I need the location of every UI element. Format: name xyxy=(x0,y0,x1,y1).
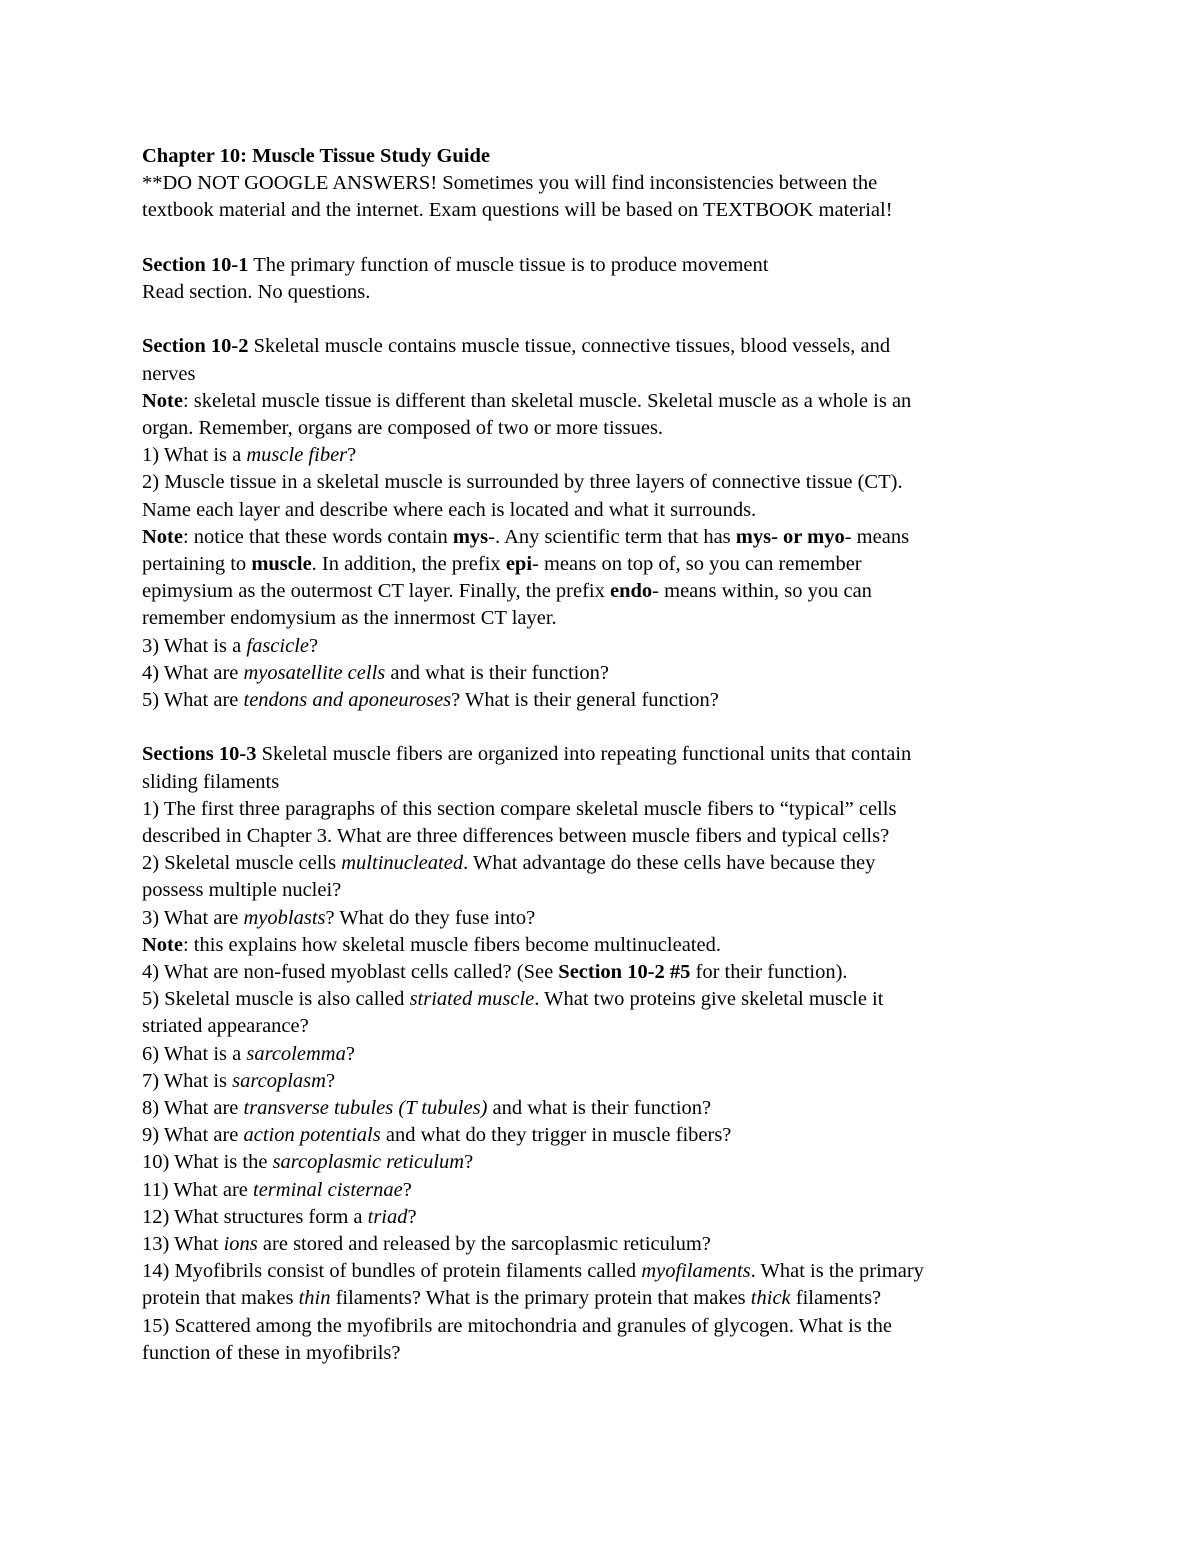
question-item: 9) What are action potentials and what do they trigger in muscle fibers? xyxy=(142,1124,732,1147)
question-item-cont: described in Chapter 3. What are three differences between muscle fibers and typical cells? xyxy=(142,825,890,848)
note-cont: remember endomysium as the innermost CT layer. xyxy=(142,607,557,630)
question-item: 12) What structures form a triad? xyxy=(142,1205,417,1228)
question-item: 1) What is a muscle fiber? xyxy=(142,444,357,467)
question-item: 5) What are tendons and aponeuroses? What is their general function? xyxy=(142,689,719,712)
section-10-3-heading-cont: sliding filaments xyxy=(142,770,280,793)
question-item: 3) What are myoblasts? What do they fuse into? xyxy=(142,906,536,929)
question-item: 4) What are myosatellite cells and what is their function? xyxy=(142,661,609,684)
question-item: 5) Skeletal muscle is also called striated muscle. What two proteins give skeletal muscle it xyxy=(142,988,884,1011)
question-item: 15) Scattered among the myofibrils are mitochondria and granules of glycogen. What is the xyxy=(142,1314,892,1337)
section-10-3-heading: Sections 10-3 Skeletal muscle fibers are organized into repeating functional units that contain xyxy=(142,743,912,766)
warning-line: **DO NOT GOOGLE ANSWERS! Sometimes you will find inconsistencies between the xyxy=(142,172,878,195)
question-item: 2) Muscle tissue in a skeletal muscle is surrounded by three layers of connective tissue (CT). xyxy=(142,471,903,494)
note-cont: organ. Remember, organs are composed of two or more tissues. xyxy=(142,417,664,439)
question-item: 3) What is a fascicle? xyxy=(142,634,319,657)
question-item: 13) What ions are stored and released by the sarcoplasmic reticulum? xyxy=(142,1233,711,1256)
question-item: 11) What are terminal cisternae? xyxy=(142,1178,412,1201)
question-item-cont: function of these in myofibrils? xyxy=(142,1341,401,1364)
question-item: 6) What is a sarcolemma? xyxy=(142,1042,355,1065)
question-item: 1) The first three paragraphs of this section compare skeletal muscle fibers to “typical” cells xyxy=(142,797,897,820)
question-item: 4) What are non-fused myoblast cells called? (See Section 10-2 #5 for their function). xyxy=(142,961,848,984)
note-cont: epimysium as the outermost CT layer. Finally, the prefix endo- means within, so you can xyxy=(142,580,872,603)
question-item: 10) What is the sarcoplasmic reticulum? xyxy=(142,1151,474,1174)
question-item: 7) What is sarcoplasm? xyxy=(142,1069,336,1092)
document-body xyxy=(142,143,1062,1367)
warning-line: textbook material and the internet. Exam questions will be based on TEXTBOOK material! xyxy=(142,199,893,222)
question-item: 14) Myofibrils consist of bundles of protein filaments called myofilaments. What is the primary xyxy=(142,1260,924,1283)
page-title: Chapter 10: Muscle Tissue Study Guide xyxy=(142,145,490,167)
question-item-cont: possess multiple nuclei? xyxy=(142,879,342,902)
question-item-cont: Name each layer and describe where each is located and what it surrounds. xyxy=(142,498,757,521)
question-item-cont: protein that makes thin filaments? What is the primary protein that makes thick filaments? xyxy=(142,1287,882,1310)
section-10-2-heading-cont: nerves xyxy=(142,362,196,385)
question-item: 2) Skeletal muscle cells multinucleated. What advantage do these cells have because they xyxy=(142,852,876,875)
note: Note: skeletal muscle tissue is different than skeletal muscle. Skeletal muscle as a whole is an xyxy=(142,389,912,412)
question-item: 8) What are transverse tubules (T tubules) and what is their function? xyxy=(142,1097,712,1120)
section-10-1-instruction: Read section. No questions. xyxy=(142,281,371,303)
question-item-cont: striated appearance? xyxy=(142,1015,309,1038)
section-10-1-heading: Section 10-1 The primary function of muscle tissue is to produce movement xyxy=(142,253,769,276)
note: Note: this explains how skeletal muscle fibers become multinucleated. xyxy=(142,933,721,956)
note-cont: pertaining to muscle. In addition, the prefix epi- means on top of, so you can remember xyxy=(142,553,862,576)
section-10-2-heading: Section 10-2 Skeletal muscle contains muscle tissue, connective tissues, blood vessels, and xyxy=(142,335,891,358)
note: Note: notice that these words contain mys-. Any scientific term that has mys- or myo- means xyxy=(142,525,910,548)
